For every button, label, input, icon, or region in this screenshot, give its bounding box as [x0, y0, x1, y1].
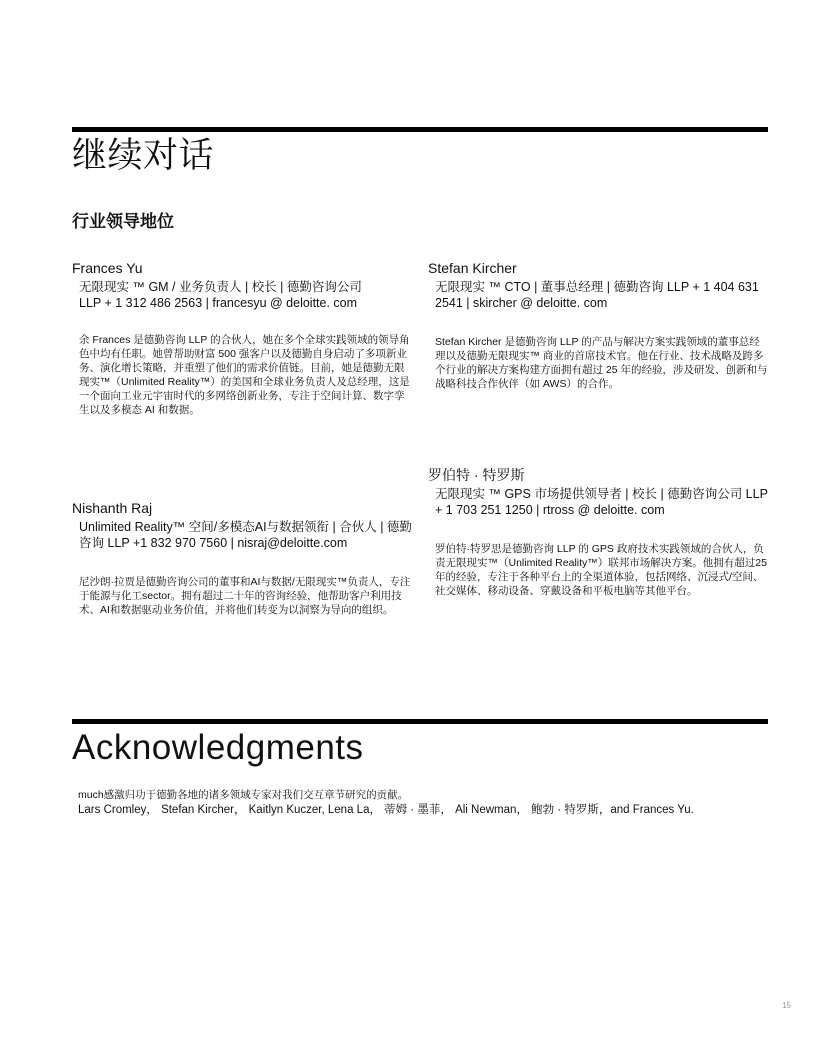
- acknowledgments-intro: much感激归功于德勤各地的诸多领域专家对我们交互章节研究的贡献。: [78, 789, 409, 801]
- person-contact: 无限现实 ™ GPS 市场提供领导者 | 校长 | 德勤咨询公司 LLP + 1 703 251 1250 | rtross @ deloitte. com: [435, 487, 768, 517]
- page-number: 15: [782, 1001, 791, 1010]
- person-name: 罗伯特 · 特罗斯: [428, 467, 525, 483]
- person-name: Frances Yu: [72, 260, 143, 276]
- person-bio: 余 Frances 是德勤咨询 LLP 的合伙人，她在多个全球实践领域的领导角色中均有任职。她曾帮助财富 500 强客户以及德勤自身启动了多项新业务、演化增长策略，并重塑了他们的需求价值链。目前，她是德勤无限现实™（Unlimited Reality™）的美国和全球业务负责人及总经理，这是一个面向工业元宇宙时代的多网络创新业务，专注于空间计算、数字孪生以及多模态 AI 和数据。: [79, 334, 410, 416]
- person-name: Nishanth Raj: [72, 500, 153, 516]
- section-rule-bottom: [72, 719, 768, 724]
- person-card-frances-yu: [72, 260, 412, 417]
- person-bio: 尼沙朗·拉贾是德勤咨询公司的董事和AI与数据/无限现实™负责人，专注于能源与化工sector。拥有超过二十年的咨询经验，他帮助客户利用技术、AI和数据驱动业务价值，并将他们转变为以洞察为导向的组织。: [79, 576, 411, 616]
- person-bio: Stefan Kircher 是德勤咨询 LLP 的产品与解决方案实践领域的董事总经理以及德勤无限现实™ 商业的首席技术官。他在行业、技术战略及跨多个行业的解决方案构建方面拥有超过 25 年的经验，涉及研发、创新和与战略科技合作伙伴（如 AWS）的合作。: [435, 336, 768, 390]
- person-card-robert-tross: [428, 467, 770, 598]
- acknowledgments-text: [78, 788, 768, 818]
- section-title: 继续对话: [72, 136, 215, 175]
- person-contact: 无限现实 ™ GM / 业务负责人 | 校长 | 德勤咨询公司 LLP + 1 312 486 2563 | francesyu @ deloitte. com: [79, 280, 362, 310]
- section-rule-top: [72, 127, 768, 132]
- person-contact: Unlimited Reality™ 空间/多模态AI与数据领衔 | 合伙人 | 德勤咨询 LLP +1 832 970 7560 | nisraj@deloitte.com: [79, 520, 412, 550]
- person-card-nishanth-raj: [72, 500, 417, 617]
- person-bio: 罗伯特·特罗思是德勤咨询 LLP 的 GPS 政府技术实践领域的合伙人，负责无限现实™（Unlimited Reality™）联邦市场解决方案。他拥有超过25年的经验，专注于各种平台上的全渠道体验，包括网络、沉浸式/空间、社交媒体、移动设备、穿戴设备和平板电脑等其他平台。: [435, 543, 767, 597]
- person-name: Stefan Kircher: [428, 260, 517, 276]
- section-subtitle: 行业领导地位: [72, 212, 174, 231]
- acknowledgments-title: Acknowledgments: [72, 728, 364, 767]
- person-card-stefan-kircher: [428, 260, 770, 391]
- acknowledgments-names: Lars Cromley， Stefan Kircher， Kaitlyn Kuczer, Lena La， 蒂姆 · 墨菲， Ali Newman， 鲍勃 · 特罗斯，and Frances Yu.: [78, 804, 694, 816]
- person-contact: 无限现实 ™ CTO | 董事总经理 | 德勤咨询 LLP + 1 404 631 2541 | skircher @ deloitte. com: [435, 280, 759, 310]
